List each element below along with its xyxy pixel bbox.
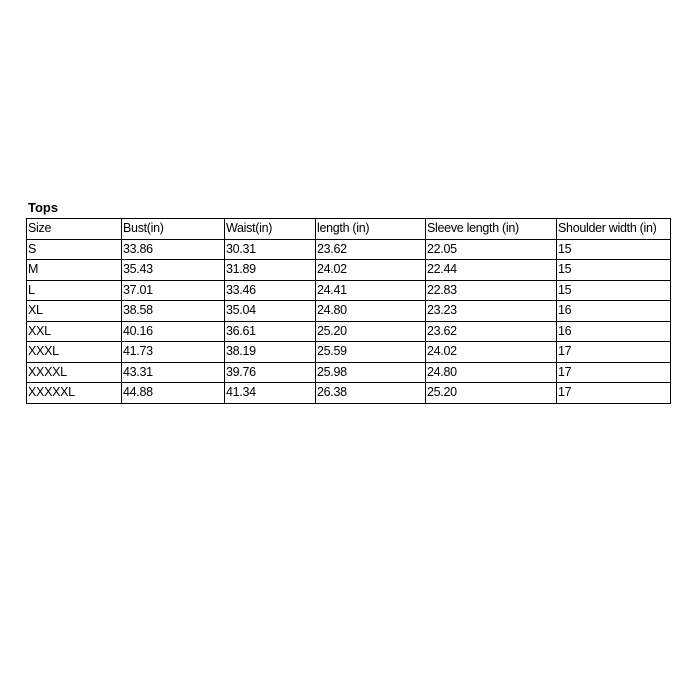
header-cell-size: Size: [27, 219, 122, 240]
table-cell-bust: 37.01: [122, 280, 225, 301]
table-row: [27, 362, 671, 383]
table-cell-size: XXXXXL: [27, 383, 122, 404]
table-cell-waist: 38.19: [225, 342, 316, 363]
table-cell-sleeve-length: 22.83: [426, 280, 557, 301]
table-cell-sleeve-length: 22.44: [426, 260, 557, 281]
table-cell-size: XXXXL: [27, 362, 122, 383]
header-cell-shoulder-width: Shoulder width (in): [557, 219, 671, 240]
table-row: [27, 280, 671, 301]
table-cell-shoulder-width: 15: [557, 239, 671, 260]
table-cell-length: 23.62: [316, 239, 426, 260]
header-cell-bust: Bust(in): [122, 219, 225, 240]
table-cell-waist: 30.31: [225, 239, 316, 260]
size-chart: [26, 198, 671, 404]
table-cell-shoulder-width: 17: [557, 362, 671, 383]
section-title: Tops: [28, 200, 59, 215]
table-cell-length: 26.38: [316, 383, 426, 404]
table-cell-shoulder-width: 16: [557, 321, 671, 342]
table-cell-sleeve-length: 24.02: [426, 342, 557, 363]
table-cell-waist: 35.04: [225, 301, 316, 322]
table-cell-size: XL: [27, 301, 122, 322]
table-cell-waist: 36.61: [225, 321, 316, 342]
table-cell-sleeve-length: 23.62: [426, 321, 557, 342]
table-cell-sleeve-length: 23.23: [426, 301, 557, 322]
table-cell-shoulder-width: 17: [557, 383, 671, 404]
table-row: [27, 260, 671, 281]
table-cell-shoulder-width: 15: [557, 280, 671, 301]
table-cell-length: 25.98: [316, 362, 426, 383]
table-cell-size: L: [27, 280, 122, 301]
table-cell-bust: 41.73: [122, 342, 225, 363]
table-cell-length: 25.20: [316, 321, 426, 342]
table-cell-bust: 38.58: [122, 301, 225, 322]
table-row: [27, 321, 671, 342]
table-cell-size: S: [27, 239, 122, 260]
header-cell-sleeve-length: Sleeve length (in): [426, 219, 557, 240]
table-cell-length: 24.41: [316, 280, 426, 301]
table-header-row: [27, 219, 671, 240]
table-row: [27, 383, 671, 404]
table-cell-length: 24.80: [316, 301, 426, 322]
table-cell-size: M: [27, 260, 122, 281]
table-cell-bust: 33.86: [122, 239, 225, 260]
table-cell-waist: 39.76: [225, 362, 316, 383]
table-cell-waist: 31.89: [225, 260, 316, 281]
table-cell-bust: 40.16: [122, 321, 225, 342]
table-cell-size: XXL: [27, 321, 122, 342]
table-cell-bust: 44.88: [122, 383, 225, 404]
table-cell-shoulder-width: 16: [557, 301, 671, 322]
table-row: [27, 239, 671, 260]
table-cell-shoulder-width: 15: [557, 260, 671, 281]
table-cell-waist: 33.46: [225, 280, 316, 301]
table-row: [27, 342, 671, 363]
header-cell-waist: Waist(in): [225, 219, 316, 240]
table-cell-waist: 41.34: [225, 383, 316, 404]
table-row: [27, 301, 671, 322]
table-cell-sleeve-length: 22.05: [426, 239, 557, 260]
table-cell-sleeve-length: 25.20: [426, 383, 557, 404]
size-table: [26, 218, 671, 404]
table-cell-shoulder-width: 17: [557, 342, 671, 363]
table-cell-bust: 35.43: [122, 260, 225, 281]
header-cell-length: length (in): [316, 219, 426, 240]
table-cell-sleeve-length: 24.80: [426, 362, 557, 383]
table-cell-size: XXXL: [27, 342, 122, 363]
table-cell-length: 24.02: [316, 260, 426, 281]
table-cell-bust: 43.31: [122, 362, 225, 383]
table-cell-length: 25.59: [316, 342, 426, 363]
